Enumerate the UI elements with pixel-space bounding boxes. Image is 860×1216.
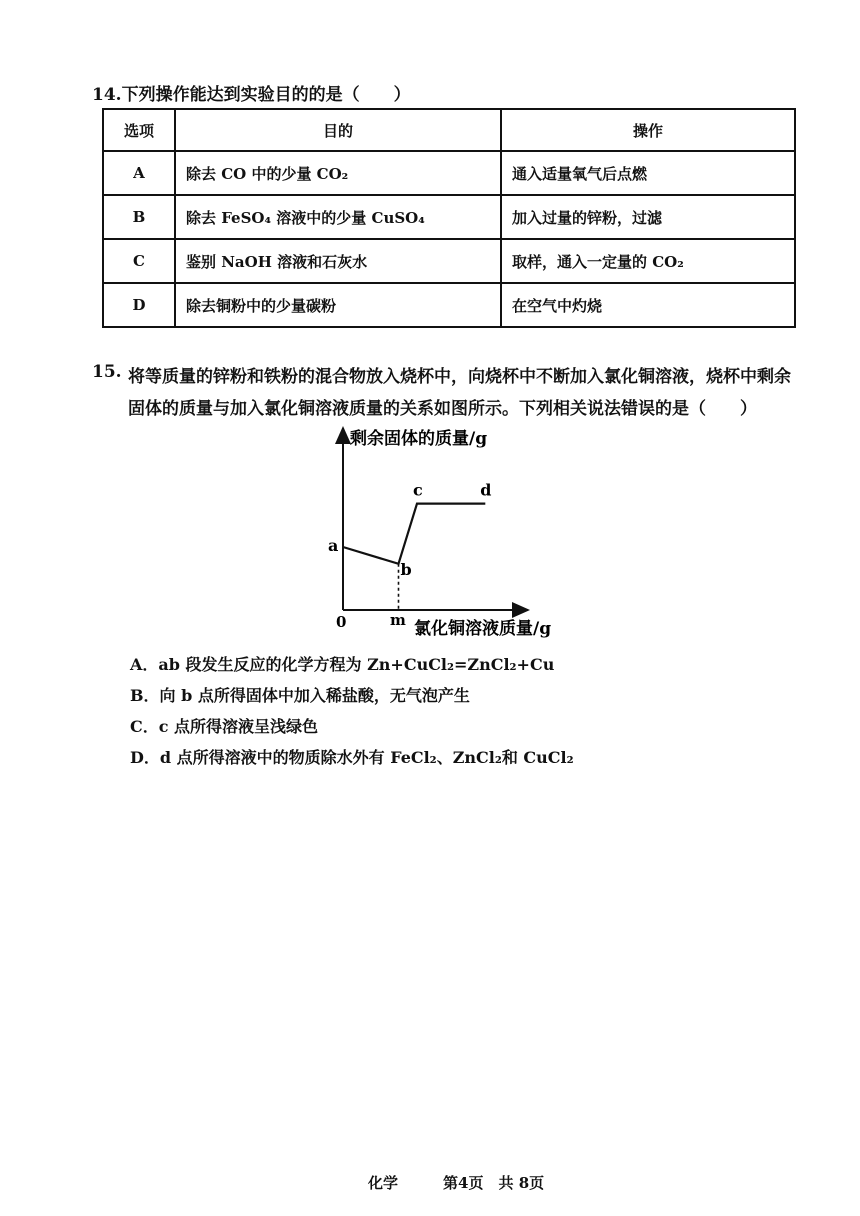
question-14-table — [102, 108, 796, 328]
choice-a: A．ab 段发生反应的化学方程为 Zn+CuCl₂=ZnCl₂+Cu — [130, 655, 555, 674]
x-tick-m-label: m — [390, 611, 406, 629]
row-goal: 除去 CO 中的少量 CO₂ — [175, 151, 501, 195]
row-operation: 加入过量的锌粉，过滤 — [501, 195, 795, 239]
point-label-d: d — [480, 480, 492, 500]
point-label-a: a — [328, 536, 339, 555]
question-15-text-line2: 固体的质量与加入氯化铜溶液质量的关系如图所示。下列相关说法错误的是（ ） — [128, 399, 757, 419]
row-option: D — [103, 283, 175, 327]
mass-chart — [300, 420, 600, 645]
question-15-number: 15. — [92, 362, 122, 382]
header-option: 选项 — [103, 109, 175, 151]
y-axis-label: 剩余固体的质量/g — [350, 429, 488, 449]
plot-layer — [328, 481, 491, 610]
choice-c: C．c 点所得溶液呈浅绿色 — [130, 717, 319, 736]
table-row — [103, 283, 795, 327]
page-footer — [368, 1172, 544, 1193]
footer-page: 第4页 — [443, 1174, 484, 1192]
mass-curve — [343, 504, 485, 564]
table-header-row — [103, 109, 795, 151]
row-operation: 在空气中灼烧 — [501, 283, 795, 327]
choice-d: D．d 点所得溶液中的物质除水外有 FeCl₂、ZnCl₂和 CuCl₂ — [130, 748, 574, 767]
table-row — [103, 151, 795, 195]
footer-total: 共 8页 — [498, 1174, 545, 1192]
row-option: C — [103, 239, 175, 283]
row-operation: 通入适量氧气后点燃 — [501, 151, 795, 195]
row-goal: 鉴别 NaOH 溶液和石灰水 — [175, 239, 501, 283]
row-goal: 除去铜粉中的少量碳粉 — [175, 283, 501, 327]
origin-label: 0 — [336, 613, 347, 631]
footer-subject: 化学 — [368, 1174, 399, 1192]
row-option: B — [103, 195, 175, 239]
question-14-title: 14.下列操作能达到实验目的的是（ ） — [92, 85, 411, 105]
header-operation: 操作 — [501, 109, 795, 151]
header-goal: 目的 — [175, 109, 501, 151]
choice-b: B．向 b 点所得固体中加入稀盐酸，无气泡产生 — [130, 686, 470, 705]
table-row — [103, 239, 795, 283]
x-axis-label: 氯化铜溶液质量/g — [414, 619, 552, 639]
table-row — [103, 195, 795, 239]
row-operation: 取样，通入一定量的 CO₂ — [501, 239, 795, 283]
point-label-c: c — [413, 480, 423, 500]
question-15-text-line1: 将等质量的锌粉和铁粉的混合物放入烧杯中，向烧杯中不断加入氯化铜溶液，烧杯中剩余 — [128, 367, 791, 387]
point-label-b: b — [400, 559, 412, 579]
row-option: A — [103, 151, 175, 195]
row-goal: 除去 FeSO₄ 溶液中的少量 CuSO₄ — [175, 195, 501, 239]
